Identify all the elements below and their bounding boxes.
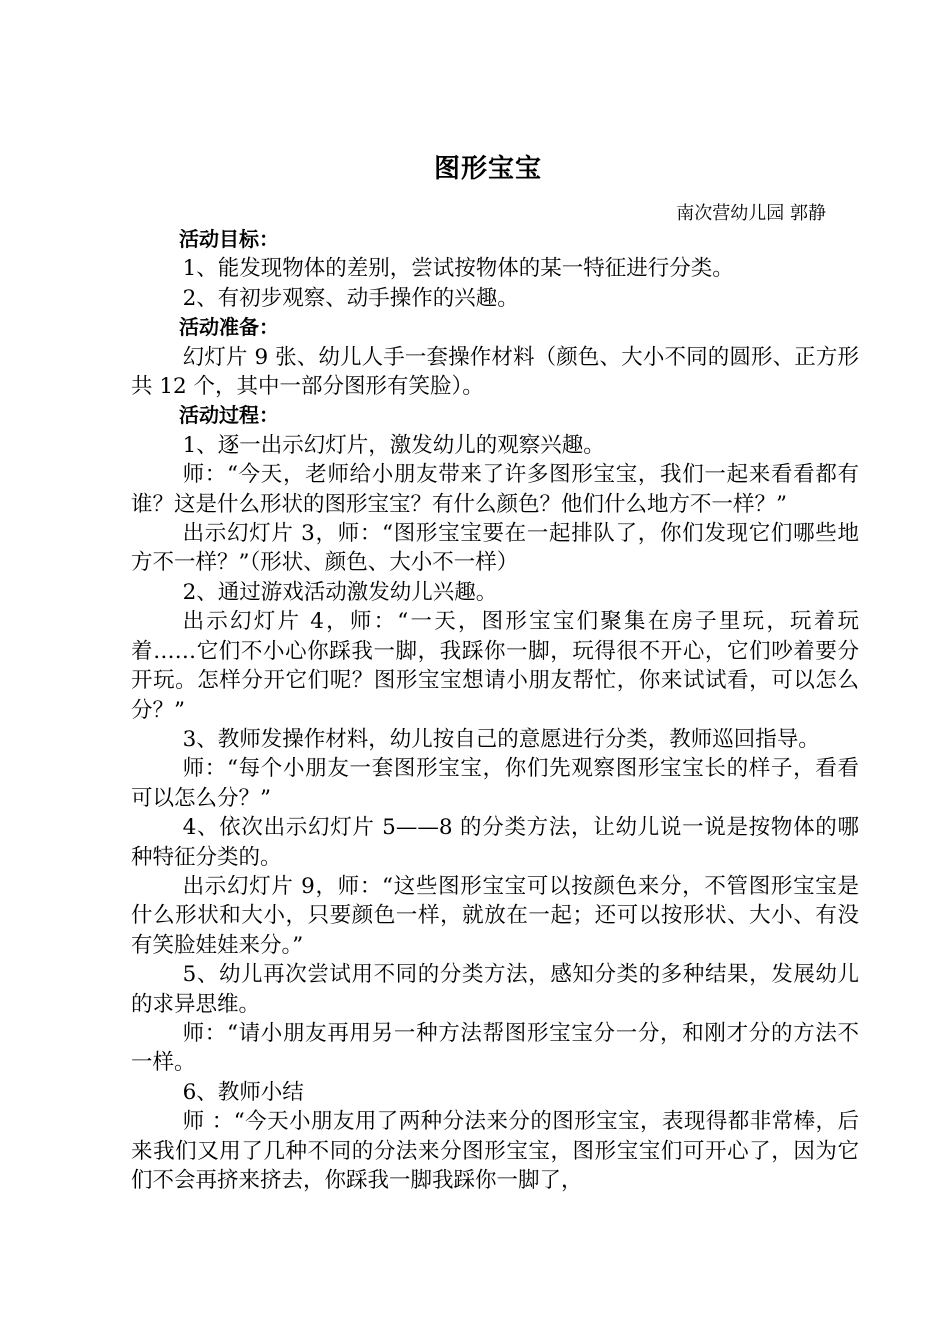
section-heading: 活动目标： xyxy=(179,227,279,251)
paragraph: 3、教师发操作材料，幼儿按自己的意愿进行分类，教师巡回指导。 xyxy=(182,726,820,752)
paragraph: 2、有初步观察、动手操作的兴趣。 xyxy=(182,285,519,311)
document-author: 南次营幼儿园 郭静 xyxy=(676,203,826,224)
paragraph: 出示幻灯片 9，师：“这些图形宝宝可以按颜色来分，不管图形宝宝是什么形状和大小，只要颜色一样，就放在一起；还可以按形状、大小、有没有笑脸娃娃来分。” xyxy=(131,873,859,958)
paragraph: 出示幻灯片 3，师：“图形宝宝要在一起排队了，你们发现它们哪些地方不一样？”（形状、颜色、大小不一样） xyxy=(131,521,859,576)
paragraph: 1、逐一出示幻灯片，激发幼儿的观察兴趣。 xyxy=(182,432,605,458)
paragraph: 师 ：“今天小朋友用了两种分法来分的图形宝宝，表现得都非常棒，后来我们又用了几种不同的分法来分图形宝宝，图形宝宝们可开心了，因为它们不会再挤来挤去，你踩我一脚我踩你一脚了， xyxy=(131,1109,859,1193)
paragraph: 1、能发现物体的差别，尝试按物体的某一特征进行分类。 xyxy=(182,256,734,282)
paragraph: 师：“每个小朋友一套图形宝宝，你们先观察图形宝宝长的样子，看看可以怎么分？” xyxy=(131,756,859,811)
paragraph: 6、教师小结 xyxy=(182,1079,304,1105)
paragraph: 2、通过游戏活动激发幼儿兴趣。 xyxy=(182,579,498,605)
paragraph: 师：“今天，老师给小朋友带来了许多图形宝宝，我们一起来看看都有谁？这是什么形状的图形宝宝？有什么颜色？他们什么地方不一样？” xyxy=(131,462,859,517)
document-title: 图形宝宝 xyxy=(433,154,542,184)
paragraph: 师：“请小朋友再用另一种方法帮图形宝宝分一分，和刚才分的方法不一样。 xyxy=(131,1020,859,1076)
paragraph: 出示幻灯片 4，师：“一天，图形宝宝们聚集在房子里玩，玩着玩着……它们不小心你踩我一脚，我踩你一脚，玩得很不开心，它们吵着要分开玩。怎样分开它们呢？图形宝宝想请小朋友帮忙，你来试试看，可以怎么分？” xyxy=(131,609,859,723)
section-heading: 活动准备： xyxy=(179,315,279,340)
paragraph: 幻灯片 9 张、幼儿人手一套操作材料（颜色、大小不同的圆形、正方形共 12 个，其中一部分图形有笑脸）。 xyxy=(131,344,859,400)
paragraph: 5、幼儿再次尝试用不同的分类方法，感知分类的多种结果，发展幼儿的求异思维。 xyxy=(131,962,859,1017)
section-heading: 活动过程： xyxy=(179,403,279,428)
paragraph: 4、依次出示幻灯片 5——8 的分类方法，让幼儿说一说是按物体的哪种特征分类的。 xyxy=(131,815,859,870)
document-body xyxy=(131,225,859,1195)
